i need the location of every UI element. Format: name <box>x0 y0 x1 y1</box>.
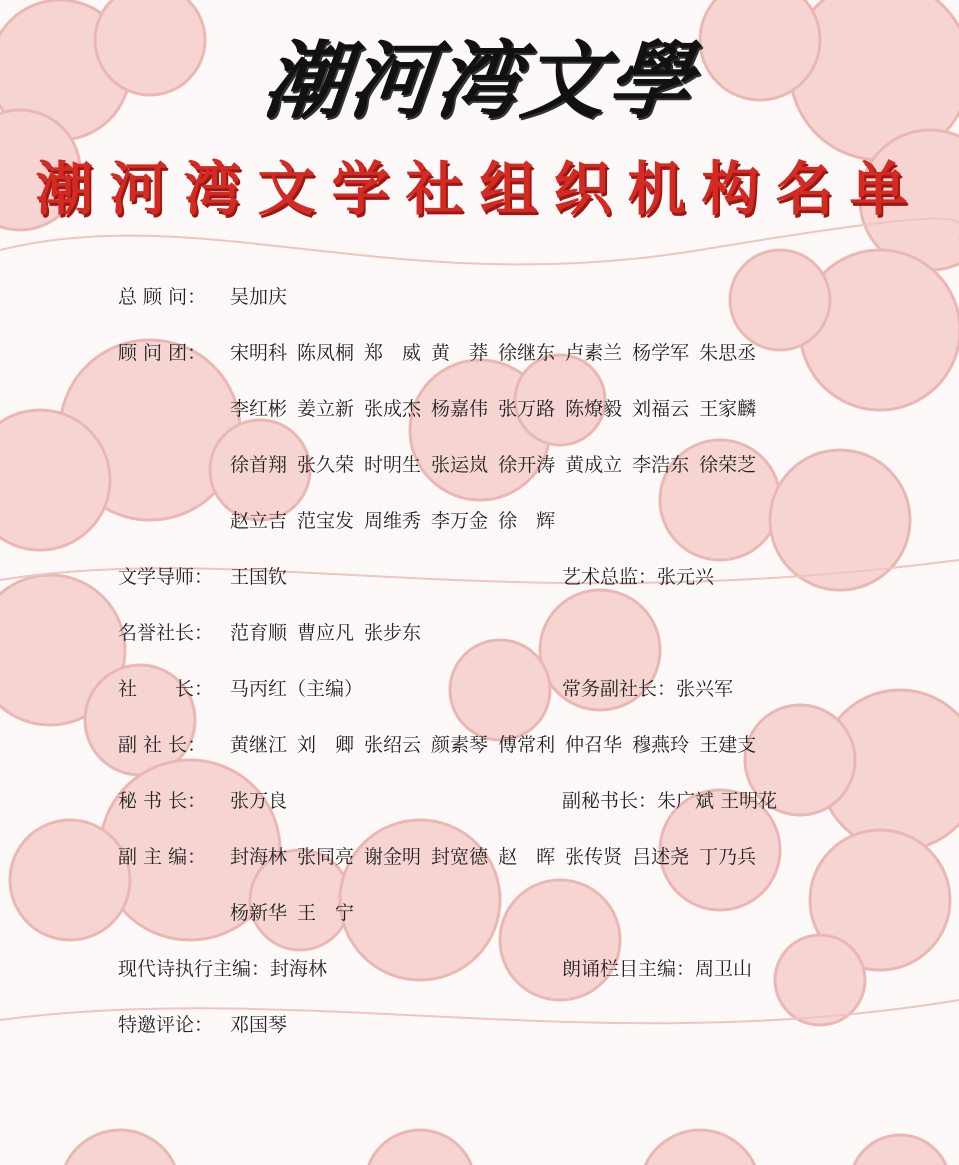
name: 颜素琴 <box>431 734 489 756</box>
name: 李浩东 <box>632 454 690 476</box>
cloud-lower-right-icon <box>745 690 959 850</box>
label-secretary-general: 秘 书 长： <box>118 790 207 812</box>
page-title: 潮河湾文学社组织机构名单 <box>35 155 924 223</box>
label-president: 社 长： <box>118 678 214 700</box>
name: 张万良 <box>230 790 288 812</box>
cloud-footer-icon <box>60 1130 950 1165</box>
name: 徐继东 <box>498 342 556 364</box>
name: 杨学军 <box>632 342 690 364</box>
name: 张久荣 <box>297 454 355 476</box>
names-advisory-team-line-4 <box>230 506 565 533</box>
name: 张传贤 <box>565 846 623 868</box>
name: 杨嘉伟 <box>431 398 489 420</box>
name: 仲召华 <box>565 734 623 756</box>
names-vice-president <box>230 730 766 757</box>
label-modern-poetry-editor: 现代诗执行主编： <box>118 958 271 980</box>
name: 李红彬 <box>230 398 288 420</box>
name: 张成杰 <box>364 398 422 420</box>
cloud-lower-center-icon <box>450 590 660 740</box>
cloud-center-icon <box>410 355 605 500</box>
label-executive-vice-president: 常务副社长： <box>562 678 677 700</box>
names-deputy-editor-line-1 <box>230 842 766 869</box>
name: 刘福云 <box>632 398 690 420</box>
name: 范育顺 <box>230 622 288 644</box>
name: 张步东 <box>364 622 422 644</box>
name: 陈凤桐 <box>297 342 355 364</box>
name: 封海林 <box>270 958 328 980</box>
label-advisory-team: 顾 问 团： <box>118 342 207 364</box>
name: 张兴军 <box>676 678 734 700</box>
names-general-advisor <box>230 282 297 309</box>
name: 丁乃兵 <box>699 846 757 868</box>
name: 张运岚 <box>431 454 489 476</box>
name: 徐首翔 <box>230 454 288 476</box>
name: 黄 莽 <box>431 342 489 364</box>
name: 郑 威 <box>364 342 422 364</box>
name: 徐 辉 <box>498 510 556 532</box>
name: 王国钦 <box>230 566 288 588</box>
recitation-editor <box>562 954 752 981</box>
name: 周卫山 <box>695 958 753 980</box>
name: 王明花 <box>720 790 778 812</box>
name: 封宽德 <box>431 846 489 868</box>
name: 王 宁 <box>297 902 355 924</box>
deputy-secretary-general <box>562 786 777 813</box>
name: 王建支 <box>699 734 757 756</box>
names-advisory-team-line-3 <box>230 450 766 477</box>
label-art-director: 艺术总监： <box>562 566 658 588</box>
name: 姜立新 <box>297 398 355 420</box>
names-deputy-editor-line-2 <box>230 898 364 925</box>
name: 吕述尧 <box>632 846 690 868</box>
name: 黄成立 <box>565 454 623 476</box>
name: 周维秀 <box>364 510 422 532</box>
name: 王家麟 <box>699 398 757 420</box>
name: 朱广斌 <box>657 790 715 812</box>
name: 刘 卿 <box>297 734 355 756</box>
modern-poetry-editor <box>118 954 327 981</box>
name: 卢素兰 <box>565 342 623 364</box>
name: 时明生 <box>364 454 422 476</box>
name: 陈燎毅 <box>565 398 623 420</box>
name: 徐荣芝 <box>699 454 757 476</box>
art-director <box>562 562 714 589</box>
name: 傅常利 <box>498 734 556 756</box>
names-advisory-team-line-1 <box>230 338 766 365</box>
label-deputy-editor: 副 主 编： <box>118 846 207 868</box>
name: 朱思丞 <box>699 342 757 364</box>
label-special-critic: 特邀评论： <box>118 1014 214 1036</box>
names-special-critic <box>230 1010 297 1037</box>
label-vice-president: 副 社 长： <box>118 734 207 756</box>
label-general-advisor: 总 顾 问： <box>118 286 207 308</box>
name: 张元兴 <box>657 566 715 588</box>
name: 张同亮 <box>297 846 355 868</box>
executive-vice-president <box>562 674 733 701</box>
label-deputy-secretary-general: 副秘书长： <box>562 790 658 812</box>
label-literary-mentor: 文学导师： <box>118 566 214 588</box>
name: 马丙红（主编） <box>230 678 364 700</box>
name: 李万金 <box>431 510 489 532</box>
name: 杨新华 <box>230 902 288 924</box>
name: 徐开涛 <box>498 454 556 476</box>
name: 黄继江 <box>230 734 288 756</box>
names-honorary-president <box>230 618 431 645</box>
label-honorary-president: 名誉社长： <box>118 622 214 644</box>
name: 范宝发 <box>297 510 355 532</box>
name: 赵 晖 <box>498 846 556 868</box>
name: 曹应凡 <box>297 622 355 644</box>
logo-calligraphy: 潮河湾文學 <box>258 31 700 130</box>
name: 宋明科 <box>230 342 288 364</box>
names-literary-mentor <box>230 562 297 589</box>
name: 封海林 <box>230 846 288 868</box>
name: 穆燕玲 <box>632 734 690 756</box>
name: 张万路 <box>498 398 556 420</box>
names-advisory-team-line-2 <box>230 394 766 421</box>
names-president <box>230 674 373 701</box>
name: 邓国琴 <box>230 1014 288 1036</box>
name: 谢金明 <box>364 846 422 868</box>
cloud-mid-right-icon <box>730 250 959 410</box>
name: 赵立吉 <box>230 510 288 532</box>
name: 张绍云 <box>364 734 422 756</box>
name: 吴加庆 <box>230 286 288 308</box>
label-recitation-editor: 朗诵栏目主编： <box>562 958 696 980</box>
names-secretary-general <box>230 786 297 813</box>
